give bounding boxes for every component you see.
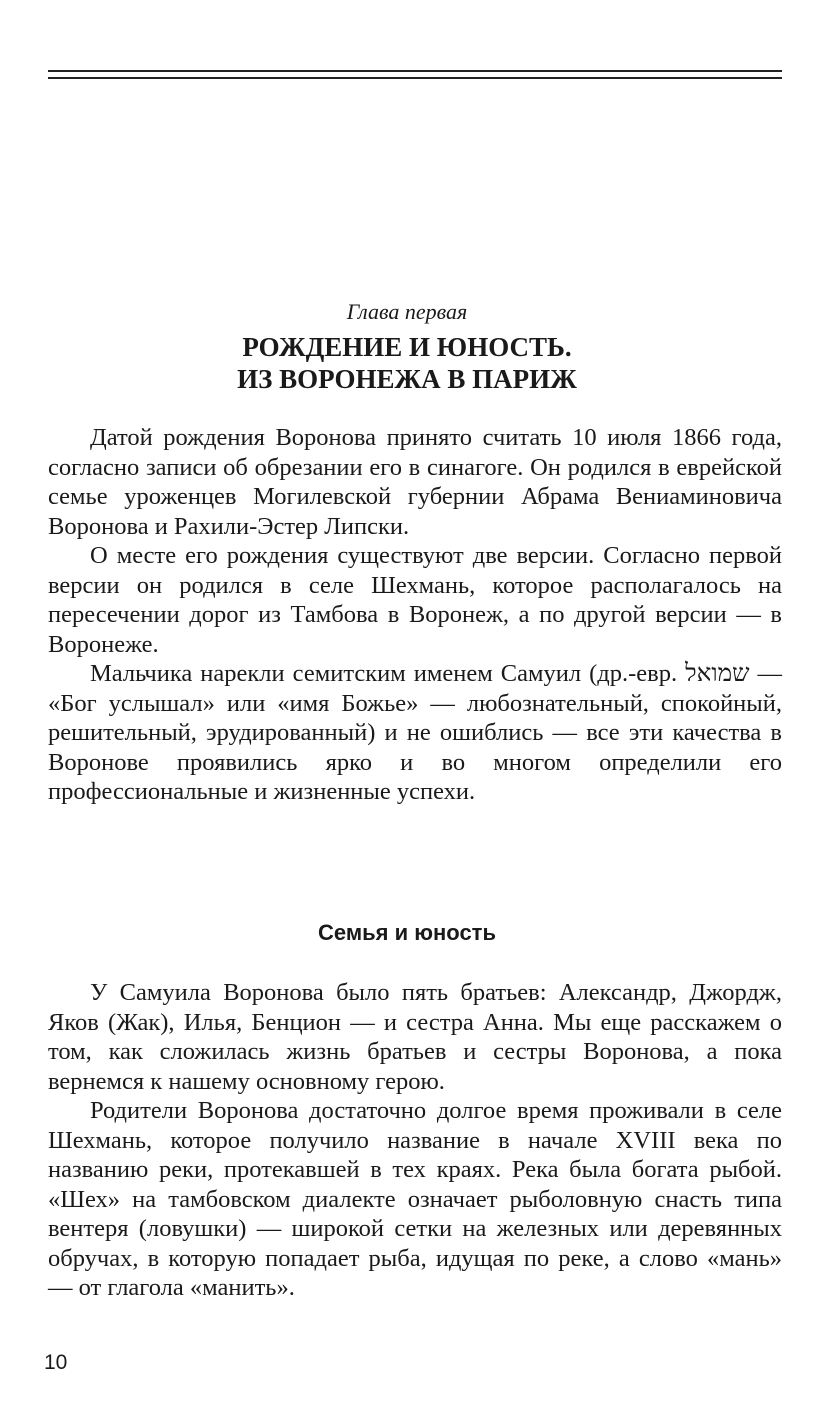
chapter-title-line: РОЖДЕНИЕ И ЮНОСТЬ.: [242, 332, 572, 362]
paragraph: У Самуила Воронова было пять братьев: Александр, Джордж, Яков (Жак), Илья, Бенцион — и сестра Анна. Мы еще расскажем о том, как сложилась жизнь братьев и сестры Воронова, а пока вернемся к нашему основному герою.: [48, 979, 782, 1095]
paragraph: О месте его рождения существуют две версии. Согласно первой версии он родился в селе Шехмань, которое располагалось на пересечении дорог из Тамбова в Воронеж, а по другой версии — в Воронеже.: [48, 542, 782, 658]
paragraph: Родители Воронова достаточно долгое время проживали в селе Шехмань, которое получило название в начале XVIII века по названию реки, протекавшей в тех краях. Река была богата рыбой. «Шех» на тамбовском диалекте означает рыболовную снасть типа вентеря (ловушки) — широкой сетки на железных или деревянных обручах, в которую попадает рыба, идущая по реке, а слово «мань» — от глагола «манить».: [48, 1097, 782, 1301]
header-rule-top: [48, 70, 782, 72]
chapter-label: Глава первая: [346, 299, 468, 324]
chapter-title-line: ИЗ ВОРОНЕЖА В ПАРИЖ: [237, 364, 577, 394]
page-number: 10: [44, 1351, 68, 1374]
paragraph: Мальчика нарекли семитским именем Самуил (др.-евр. שמואל — «Бог услышал» или «имя Божье» — любознательный, спокойный, решительный, эрудированный) и не ошиблись — все эти качества в Воронове проявились ярко и во многом определили его профессиональные и жизненные успехи.: [48, 660, 783, 805]
header-rule-bottom: [48, 77, 782, 79]
section-text: [48, 978, 782, 1303]
paragraph: Датой рождения Воронова принято считать 10 июля 1866 года, согласно записи об обрезании его в синагоге. Он родился в еврейской семье уроженцев Могилевской губернии Абрама Вениаминовича Воронова и Рахили-Эстер Липски.: [48, 424, 782, 540]
chapter-title: [0, 331, 814, 395]
section-title: Семья и юность: [318, 920, 496, 945]
intro-text: [48, 423, 782, 807]
